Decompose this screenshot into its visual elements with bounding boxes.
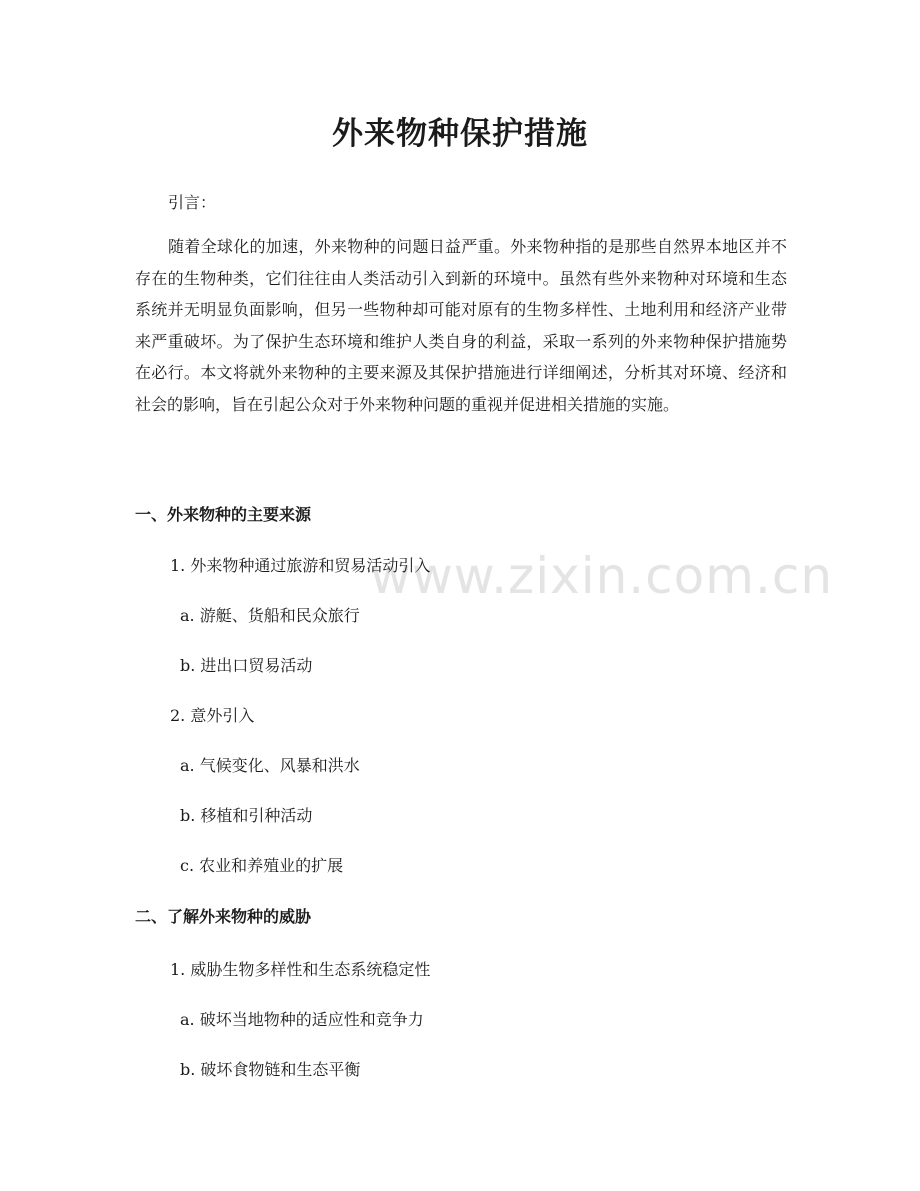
list-subitem: a. 气候变化、风暴和洪水 bbox=[180, 756, 360, 775]
list-item: 2. 意外引入 bbox=[170, 706, 255, 725]
list-subitem: b. 移植和引种活动 bbox=[180, 806, 313, 825]
list-subitem: c. 农业和养殖业的扩展 bbox=[180, 856, 344, 875]
list-subitem: b. 破坏食物链和生态平衡 bbox=[180, 1060, 361, 1079]
watermark: www.zixin.com.cn bbox=[370, 547, 834, 605]
document-title: 外来物种保护措施 bbox=[332, 116, 588, 152]
list-item: 1. 威胁生物多样性和生态系统稳定性 bbox=[170, 960, 431, 979]
intro-label: 引言： bbox=[168, 193, 217, 212]
list-item: 1. 外来物种通过旅游和贸易活动引入 bbox=[170, 556, 431, 575]
list-subitem: a. 破坏当地物种的适应性和竞争力 bbox=[180, 1010, 424, 1029]
section-heading-threats: 二、了解外来物种的威胁 bbox=[135, 907, 312, 926]
intro-paragraph: 随着全球化的加速，外来物种的问题日益严重。外来物种指的是那些自然界本地区并不存在的生物种类，它们往往由人类活动引入到新的环境中。虽然有些外来物种对环境和生态系统并无明显负面影响，但另一些物种却可能对原有的生物多样性、土地利用和经济产业带来严重破坏。为了保护生态环境和维护人类自身的利益，采取一系列的外来物种保护措施势在必行。本文将就外来物种的主要来源及其保护措施进行详细阐述，分析其对环境、经济和社会的影响，旨在引起公众对于外来物种问题的重视并促进相关措施的实施。 bbox=[135, 237, 787, 414]
section-heading-sources: 一、外来物种的主要来源 bbox=[135, 505, 312, 524]
list-subitem: b. 进出口贸易活动 bbox=[180, 656, 313, 675]
list-subitem: a. 游艇、货船和民众旅行 bbox=[180, 606, 360, 625]
